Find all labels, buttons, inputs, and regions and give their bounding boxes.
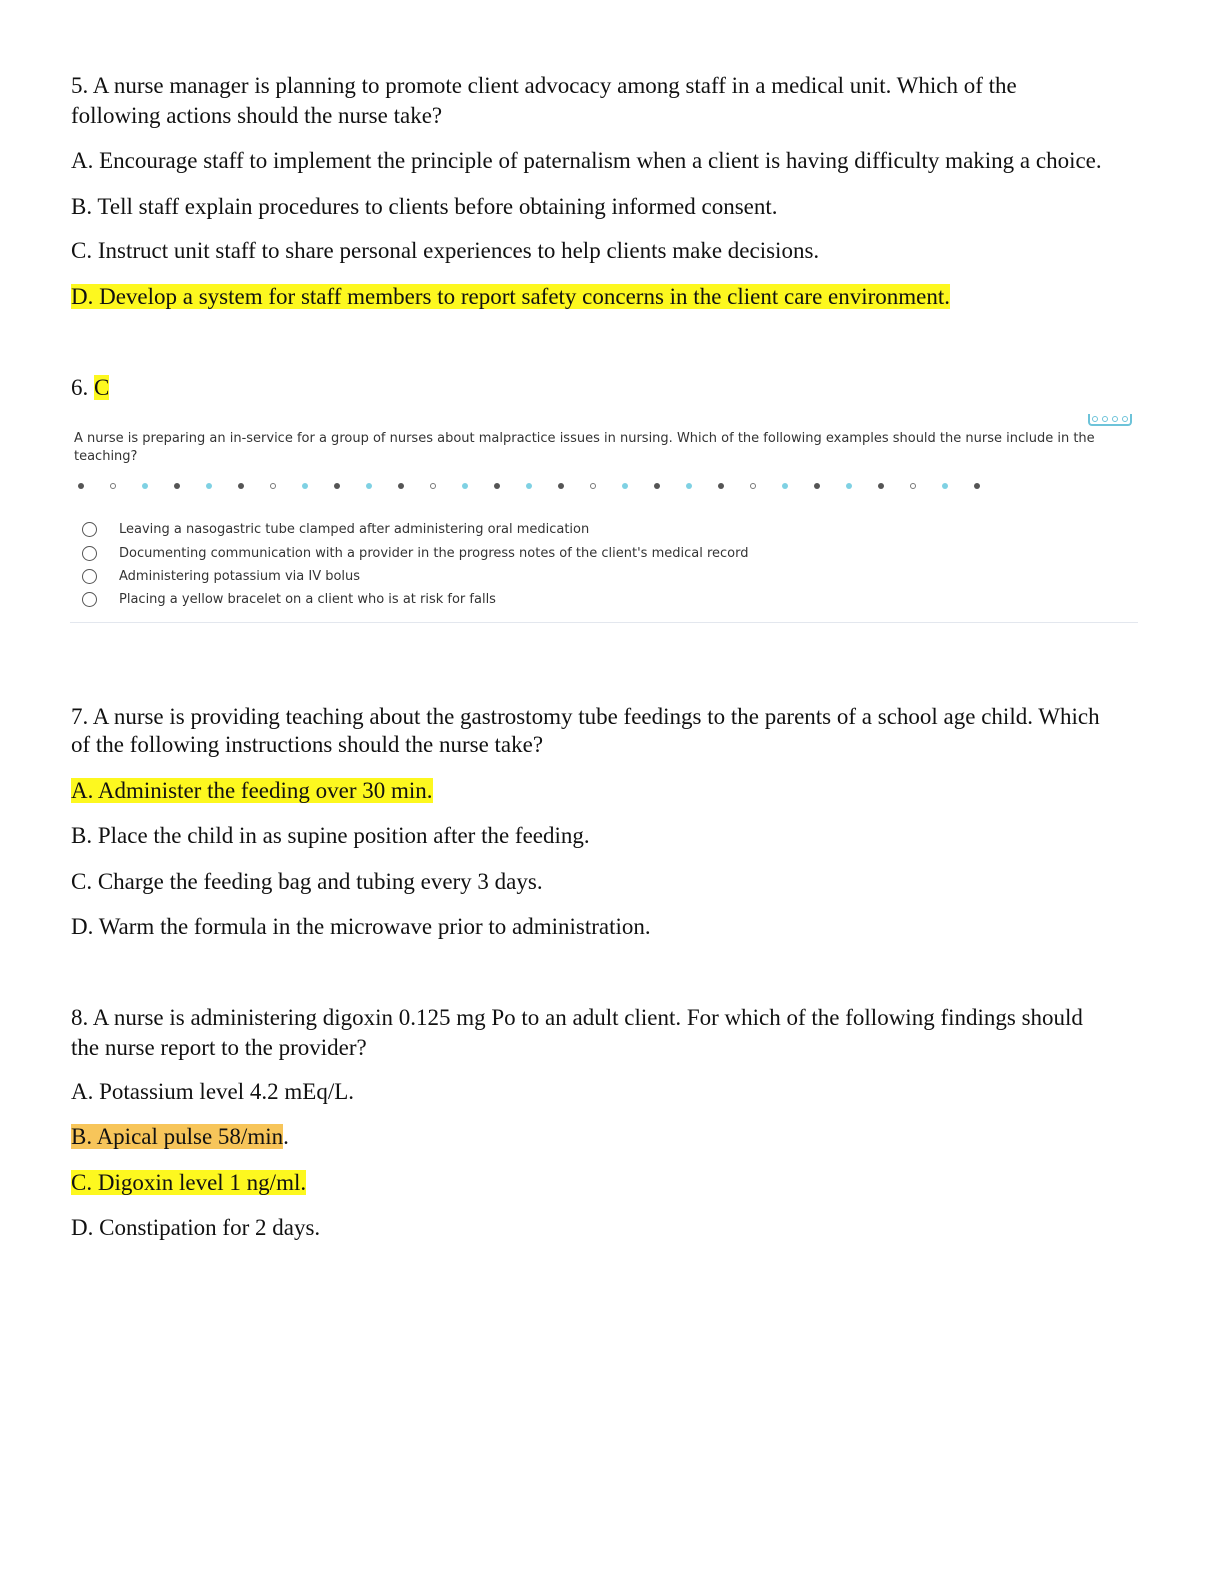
progress-dot	[398, 483, 404, 489]
progress-dot	[558, 483, 564, 489]
answer-option[interactable]	[82, 541, 748, 564]
progress-dot	[782, 483, 788, 489]
q8-option-b-highlighted	[71, 1122, 289, 1152]
q6-heading	[71, 373, 109, 403]
progress-dot	[622, 483, 628, 489]
answer-option[interactable]	[82, 588, 748, 611]
progress-dot	[270, 483, 276, 489]
progress-dot	[430, 483, 436, 489]
progress-dot	[974, 483, 980, 489]
progress-dot	[462, 483, 468, 489]
embedded-question-screenshot	[70, 412, 1138, 624]
progress-dot	[910, 483, 916, 489]
q5-stem-line1: 5. A nurse manager is planning to promote client advocacy among staff in a medical unit. Which of the	[71, 73, 1017, 98]
progress-dot	[238, 483, 244, 489]
progress-dot	[366, 483, 372, 489]
progress-dot	[334, 483, 340, 489]
progress-dot	[942, 483, 948, 489]
q5-stem-line2: following actions should the nurse take?	[71, 103, 443, 128]
answer-option-label: Leaving a nasogastric tube clamped after administering oral medication	[119, 522, 590, 538]
q7-option-a-highlighted	[71, 776, 433, 806]
q8-option-d: D. Constipation for 2 days.	[71, 1215, 321, 1240]
q7-option-d: D. Warm the formula in the microwave prior to administration.	[71, 914, 651, 939]
progress-dot	[78, 483, 84, 489]
answer-option-label: Placing a yellow bracelet on a client who is at risk for falls	[119, 592, 496, 608]
answer-option-label: Documenting communication with a provider in the progress notes of the client's medical record	[119, 545, 749, 561]
answer-option[interactable]	[82, 518, 748, 541]
highlight: A. Administer the feeding over 30 min.	[71, 778, 433, 803]
radio-button-icon[interactable]	[82, 592, 97, 607]
q6-answer-highlighted: C	[94, 375, 110, 400]
progress-dot	[142, 483, 148, 489]
answer-options	[82, 518, 748, 612]
q7-stem-line2: of the following instructions should the nurse take?	[71, 732, 544, 757]
divider	[70, 622, 1138, 623]
highlight: B. Apical pulse 58/min	[71, 1124, 284, 1149]
progress-dot	[654, 483, 660, 489]
progress-dot	[846, 483, 852, 489]
progress-dot	[718, 483, 724, 489]
highlight: C. Digoxin level 1 ng/ml.	[71, 1170, 307, 1195]
radio-button-icon[interactable]	[82, 546, 97, 561]
progress-dot	[110, 483, 116, 489]
answer-option-label: Administering potassium via IV bolus	[119, 568, 361, 584]
progress-dot	[302, 483, 308, 489]
progress-dot	[526, 483, 532, 489]
q8-stem-line1: 8. A nurse is administering digoxin 0.125 mg Po to an adult client. For which of the following findings should	[71, 1005, 1083, 1030]
q8-option-c-highlighted	[71, 1168, 306, 1198]
q5-option-c: C. Instruct unit staff to share personal experiences to help clients make decisions.	[71, 238, 820, 263]
radio-button-icon[interactable]	[82, 569, 97, 584]
toolbar-icon	[1088, 414, 1132, 426]
progress-dot	[494, 483, 500, 489]
progress-dot	[686, 483, 692, 489]
q5-option-d-highlighted	[71, 282, 950, 312]
q8-option-a: A. Potassium level 4.2 mEq/L.	[71, 1079, 355, 1104]
q8-option-b-period: .	[283, 1124, 289, 1149]
progress-dot	[174, 483, 180, 489]
highlight: D. Develop a system for staff members to report safety concerns in the client care environment.	[71, 284, 951, 309]
progress-dot	[878, 483, 884, 489]
progress-dot	[814, 483, 820, 489]
q7-option-b: B. Place the child in as supine position after the feeding.	[71, 823, 590, 848]
q6-number: 6.	[71, 375, 94, 400]
q7-option-c: C. Charge the feeding bag and tubing every 3 days.	[71, 869, 543, 894]
progress-dot	[590, 483, 596, 489]
q5-option-b: B. Tell staff explain procedures to clients before obtaining informed consent.	[71, 194, 778, 219]
progress-dot	[206, 483, 212, 489]
progress-dots	[70, 478, 1138, 494]
q8-stem-line2: the nurse report to the provider?	[71, 1035, 367, 1060]
q5-option-a: A. Encourage staff to implement the principle of paternalism when a client is having difficulty making a choice.	[71, 148, 1102, 173]
radio-button-icon[interactable]	[82, 522, 97, 537]
progress-dot	[750, 483, 756, 489]
screenshot-question-text: A nurse is preparing an in-service for a group of nurses about malpractice issues in nursing. Which of the following examples should the nurse include in the teaching?	[74, 431, 1095, 464]
q7-stem-line1: 7. A nurse is providing teaching about the gastrostomy tube feedings to the parents of a school age child. Which	[71, 704, 1100, 729]
answer-option[interactable]	[82, 565, 748, 588]
